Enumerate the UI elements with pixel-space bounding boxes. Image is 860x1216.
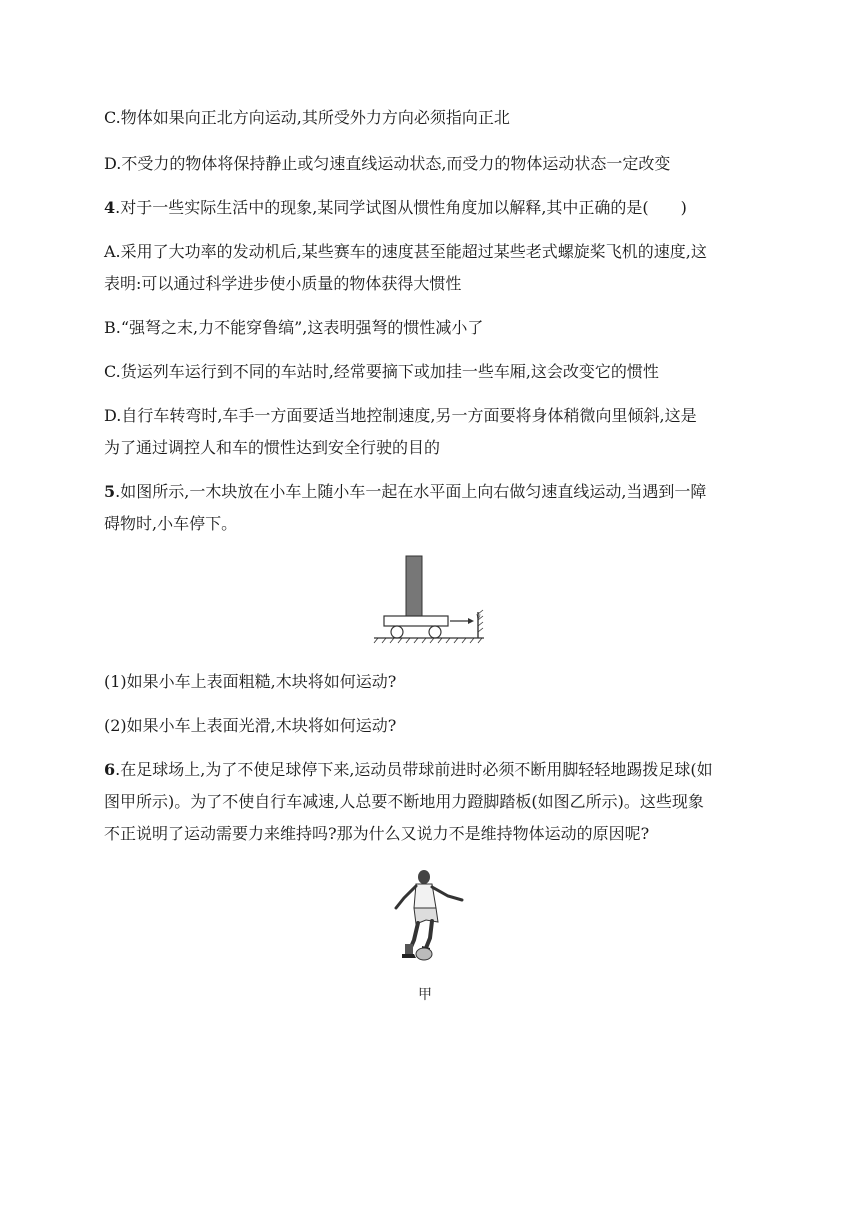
player-arm-right [432, 887, 462, 900]
q4-option-c: C.货运列车运行到不同的车站时,经常要摘下或加挂一些车厢,这会改变它的惯性 [104, 362, 659, 381]
q4-option-a-line2: 表明:可以通过科学进步使小质量的物体获得大惯性 [104, 274, 462, 293]
figure-caption-jia: 甲 [418, 987, 432, 1003]
player-leg-right [426, 921, 432, 948]
cart-body [384, 616, 448, 626]
soccer-player-figure [386, 868, 476, 968]
player-shoe-left [402, 954, 416, 958]
q6-stem-line2: 图甲所示)。为了不使自行车减速,人总要不断地用力蹬脚踏板(如图乙所示)。这些现象 [104, 792, 704, 811]
q6-stem-text: .在足球场上,为了不使足球停下来,运动员带球前进时必须不断用脚轻轻地踢拨足球(如 [115, 760, 713, 779]
velocity-arrow-icon [450, 618, 474, 624]
player-head [418, 870, 430, 884]
wooden-block [406, 556, 422, 616]
velocity-label: v [476, 612, 481, 621]
q6-stem-line1 [104, 754, 764, 786]
player-arm-left [396, 886, 416, 908]
q3-option-d: D.不受力的物体将保持静止或匀速直线运动状态,而受力的物体运动状态一定改变 [104, 154, 671, 173]
q4-stem [104, 192, 764, 224]
cart-wheel-left [391, 626, 403, 638]
q5-stem-line2: 碍物时,小车停下。 [104, 514, 238, 533]
q6-stem-line3: 不正说明了运动需要力来维持吗?那为什么又说力不是维持物体运动的原因呢? [104, 824, 650, 843]
q4-stem-text: .对于一些实际生活中的现象,某同学试图从惯性角度加以解释,其中正确的是( ) [115, 198, 687, 217]
q5-stem-text: .如图所示,一木块放在小车上随小车一起在水平面上向右做匀速直线运动,当遇到一障 [115, 482, 707, 501]
ground-hatch [374, 638, 482, 643]
player-sock-left [405, 944, 413, 954]
q5-number: 5 [104, 482, 116, 501]
q5-stem-line1 [104, 476, 764, 508]
q4-number: 4 [104, 198, 116, 217]
q4-option-a-line1: A.采用了大功率的发动机后,某些赛车的速度甚至能超过某些老式螺旋桨飞机的速度,这 [104, 242, 707, 261]
q4-option-b: B.“强弩之末,力不能穿鲁缟”,这表明强弩的惯性减小了 [104, 318, 484, 337]
cart-wheel-right [429, 626, 441, 638]
q4-option-d-line1: D.自行车转弯时,车手一方面要适当地控制速度,另一方面要将身体稍微向里倾斜,这是 [104, 406, 697, 425]
q5-sub2: (2)如果小车上表面光滑,木块将如何运动? [104, 716, 397, 735]
q5-sub1: (1)如果小车上表面粗糙,木块将如何运动? [104, 672, 397, 691]
q4-option-d-line2: 为了通过调控人和车的惯性达到安全行驶的目的 [104, 438, 441, 457]
cart-block-figure [370, 554, 490, 644]
q6-number: 6 [104, 760, 116, 779]
q3-option-c: C.物体如果向正北方向运动,其所受外力方向必须指向正北 [104, 108, 510, 127]
soccer-ball-icon [416, 948, 432, 960]
